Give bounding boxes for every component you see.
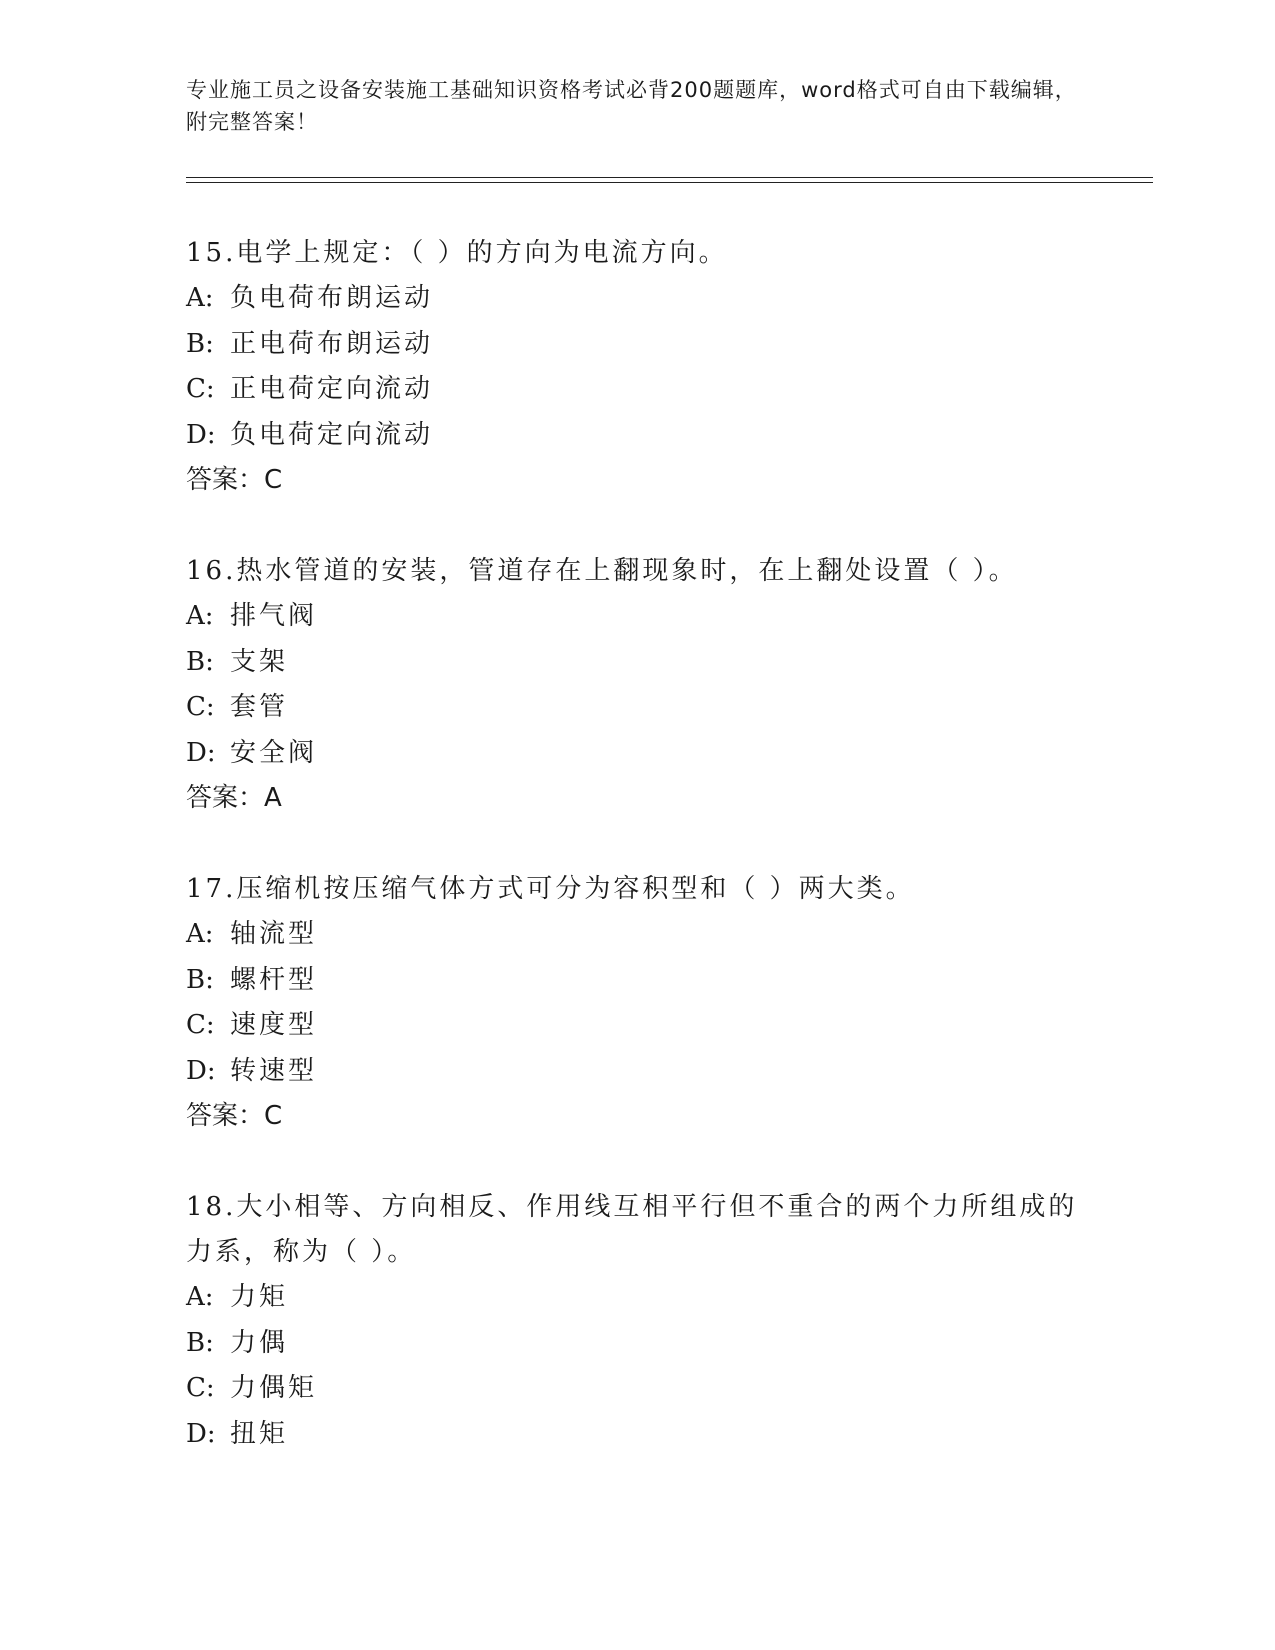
option-text: 力矩	[230, 1282, 289, 1312]
option-letter: B:	[186, 964, 214, 995]
option-text: 安全阀	[230, 737, 318, 768]
answer: 答案：C	[186, 465, 283, 495]
option-text: 速度型	[230, 1010, 318, 1040]
option-letter: A:	[186, 601, 214, 631]
header-divider-bottom	[186, 182, 1153, 183]
option-letter: C:	[186, 1010, 215, 1040]
option-c	[186, 685, 1086, 731]
question-stem: 17.压缩机按压缩气体方式可分为容积型和（ ）两大类。	[186, 874, 915, 904]
option-letter: B:	[186, 328, 214, 359]
option-text: 正电荷定向流动	[230, 374, 434, 404]
question-stem: 18.大小相等、方向相反、作用线互相平行但不重合的两个力所组成的力系，称为（ ）。	[186, 1192, 1078, 1267]
option-text: 负电荷定向流动	[230, 419, 434, 450]
option-letter: A:	[186, 919, 214, 949]
option-text: 支架	[230, 646, 289, 677]
option-b	[186, 322, 1086, 368]
option-b	[186, 1321, 1086, 1367]
option-text: 力偶	[230, 1327, 289, 1358]
option-a	[186, 912, 1086, 958]
document-header: 专业施工员之设备安装施工基础知识资格考试必背200题题库，word格式可自由下载编辑，附完整答案！	[186, 78, 1077, 134]
option-b	[186, 958, 1086, 1004]
question-18	[186, 1185, 1086, 1457]
option-b	[186, 640, 1086, 686]
option-letter: A:	[186, 283, 214, 313]
option-c	[186, 367, 1086, 413]
option-letter: C:	[186, 1373, 215, 1403]
option-letter: C:	[186, 692, 215, 722]
option-text: 套管	[230, 692, 289, 722]
question-16	[186, 549, 1086, 821]
option-text: 轴流型	[230, 919, 318, 949]
option-text: 负电荷布朗运动	[230, 283, 434, 313]
option-a	[186, 276, 1086, 322]
option-d	[186, 731, 1086, 777]
option-a	[186, 1275, 1086, 1321]
option-a	[186, 594, 1086, 640]
option-letter: B:	[186, 646, 214, 677]
question-17	[186, 867, 1086, 1139]
option-text: 扭矩	[230, 1418, 289, 1449]
option-letter: B:	[186, 1327, 214, 1358]
header-divider-top	[186, 177, 1153, 178]
question-stem: 15.电学上规定：（ ）的方向为电流方向。	[186, 238, 728, 268]
question-15	[186, 231, 1086, 503]
option-c	[186, 1366, 1086, 1412]
option-letter: D:	[186, 737, 216, 768]
option-text: 力偶矩	[230, 1373, 318, 1403]
option-d	[186, 1049, 1086, 1095]
option-c	[186, 1003, 1086, 1049]
option-letter: A:	[186, 1282, 214, 1312]
option-d	[186, 413, 1086, 459]
option-text: 正电荷布朗运动	[230, 328, 434, 359]
option-letter: D:	[186, 1418, 216, 1449]
option-letter: D:	[186, 419, 216, 450]
answer: 答案：A	[186, 783, 282, 813]
option-text: 螺杆型	[230, 964, 318, 995]
option-letter: D:	[186, 1055, 216, 1086]
option-text: 排气阀	[230, 601, 318, 631]
option-letter: C:	[186, 374, 215, 404]
option-d	[186, 1412, 1086, 1458]
option-text: 转速型	[230, 1055, 318, 1086]
question-stem: 16.热水管道的安装，管道存在上翻现象时，在上翻处设置（ ）。	[186, 556, 1018, 586]
answer: 答案：C	[186, 1101, 283, 1131]
